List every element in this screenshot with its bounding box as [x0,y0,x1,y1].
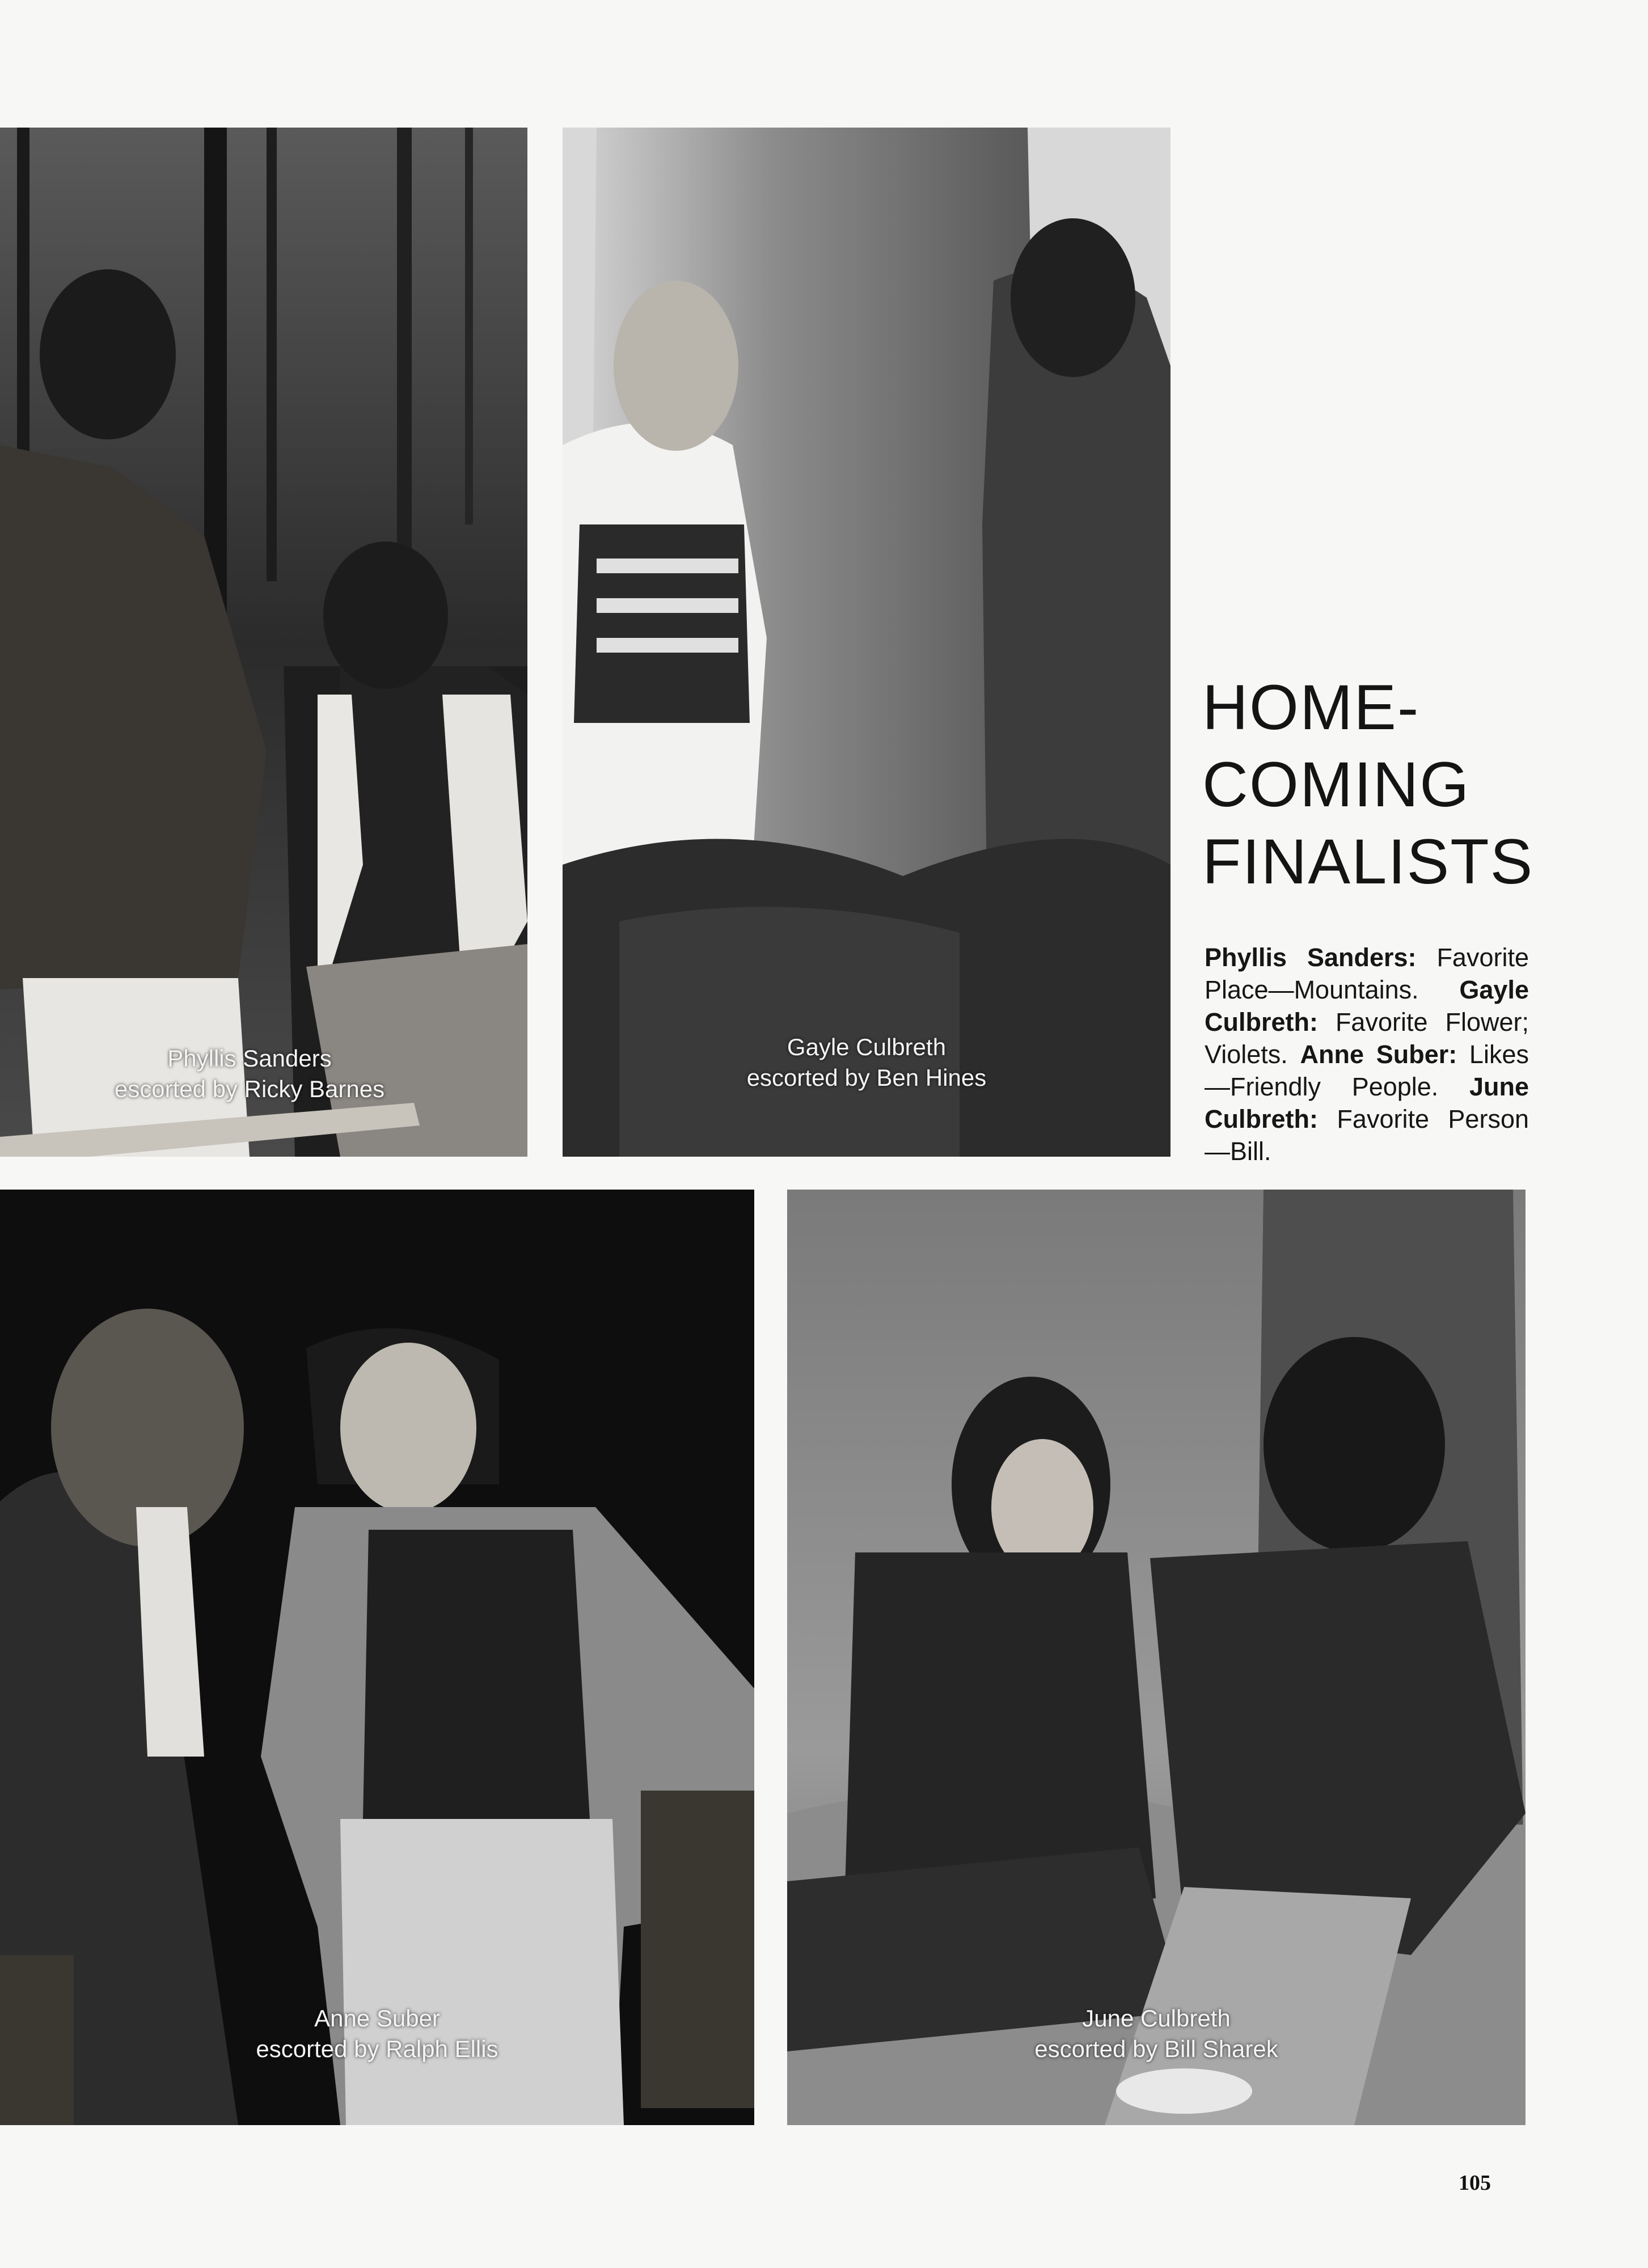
page-number: 105 [1459,2171,1491,2195]
page-title-line: FINALISTS [1202,826,1534,897]
blurb-text: Favorite Flower; Violets. [1205,1008,1529,1069]
photo-caption-name: Phyllis Sanders [167,1045,332,1072]
page-title-line: HOME- [1202,672,1420,743]
photo-phyllis-sanders-image [0,128,527,1157]
photo-caption-escort: escorted by Ben Hines [746,1064,987,1091]
photo-caption-escort: escorted by Bill Sharek [1034,2036,1278,2062]
photo-june-culbreth [787,1190,1526,2125]
photo-anne-suber-image [0,1190,754,2125]
photo-gayle-culbreth [563,128,1170,1157]
photo-june-culbreth-image [787,1190,1526,2125]
photo-gayle-culbreth-caption [563,1032,1170,1093]
photo-phyllis-sanders [0,128,527,1157]
photo-phyllis-sanders-caption [79,1043,420,1105]
photo-caption-name: June Culbreth [1082,2005,1231,2032]
photo-caption-escort: escorted by Ralph Ellis [256,2036,498,2062]
photo-caption-escort: escorted by Ricky Barnes [114,1076,385,1102]
page-title-line: COMING [1202,749,1470,820]
page-title [1202,669,1599,900]
blurb-text: Likes—Friendly People. [1205,1040,1529,1101]
blurb-name: Phyllis Sanders: [1205,943,1417,972]
finalists-blurb [1205,941,1529,1167]
photo-anne-suber-caption [0,2003,754,2064]
photo-caption-name: Gayle Culbreth [787,1034,946,1060]
blurb-name: June Culbreth: [1205,1072,1529,1133]
photo-caption-name: Anne Suber [314,2005,440,2032]
blurb-text: Favorite Person—Bill. [1205,1105,1529,1166]
photo-anne-suber [0,1190,754,2125]
photo-june-culbreth-caption [787,2003,1526,2064]
blurb-name: Anne Suber: [1300,1040,1457,1069]
photo-gayle-culbreth-image [563,128,1170,1157]
blurb-text: Favorite Place—Mountains. [1205,943,1529,1004]
blurb-name: Gayle Culbreth: [1205,975,1529,1036]
